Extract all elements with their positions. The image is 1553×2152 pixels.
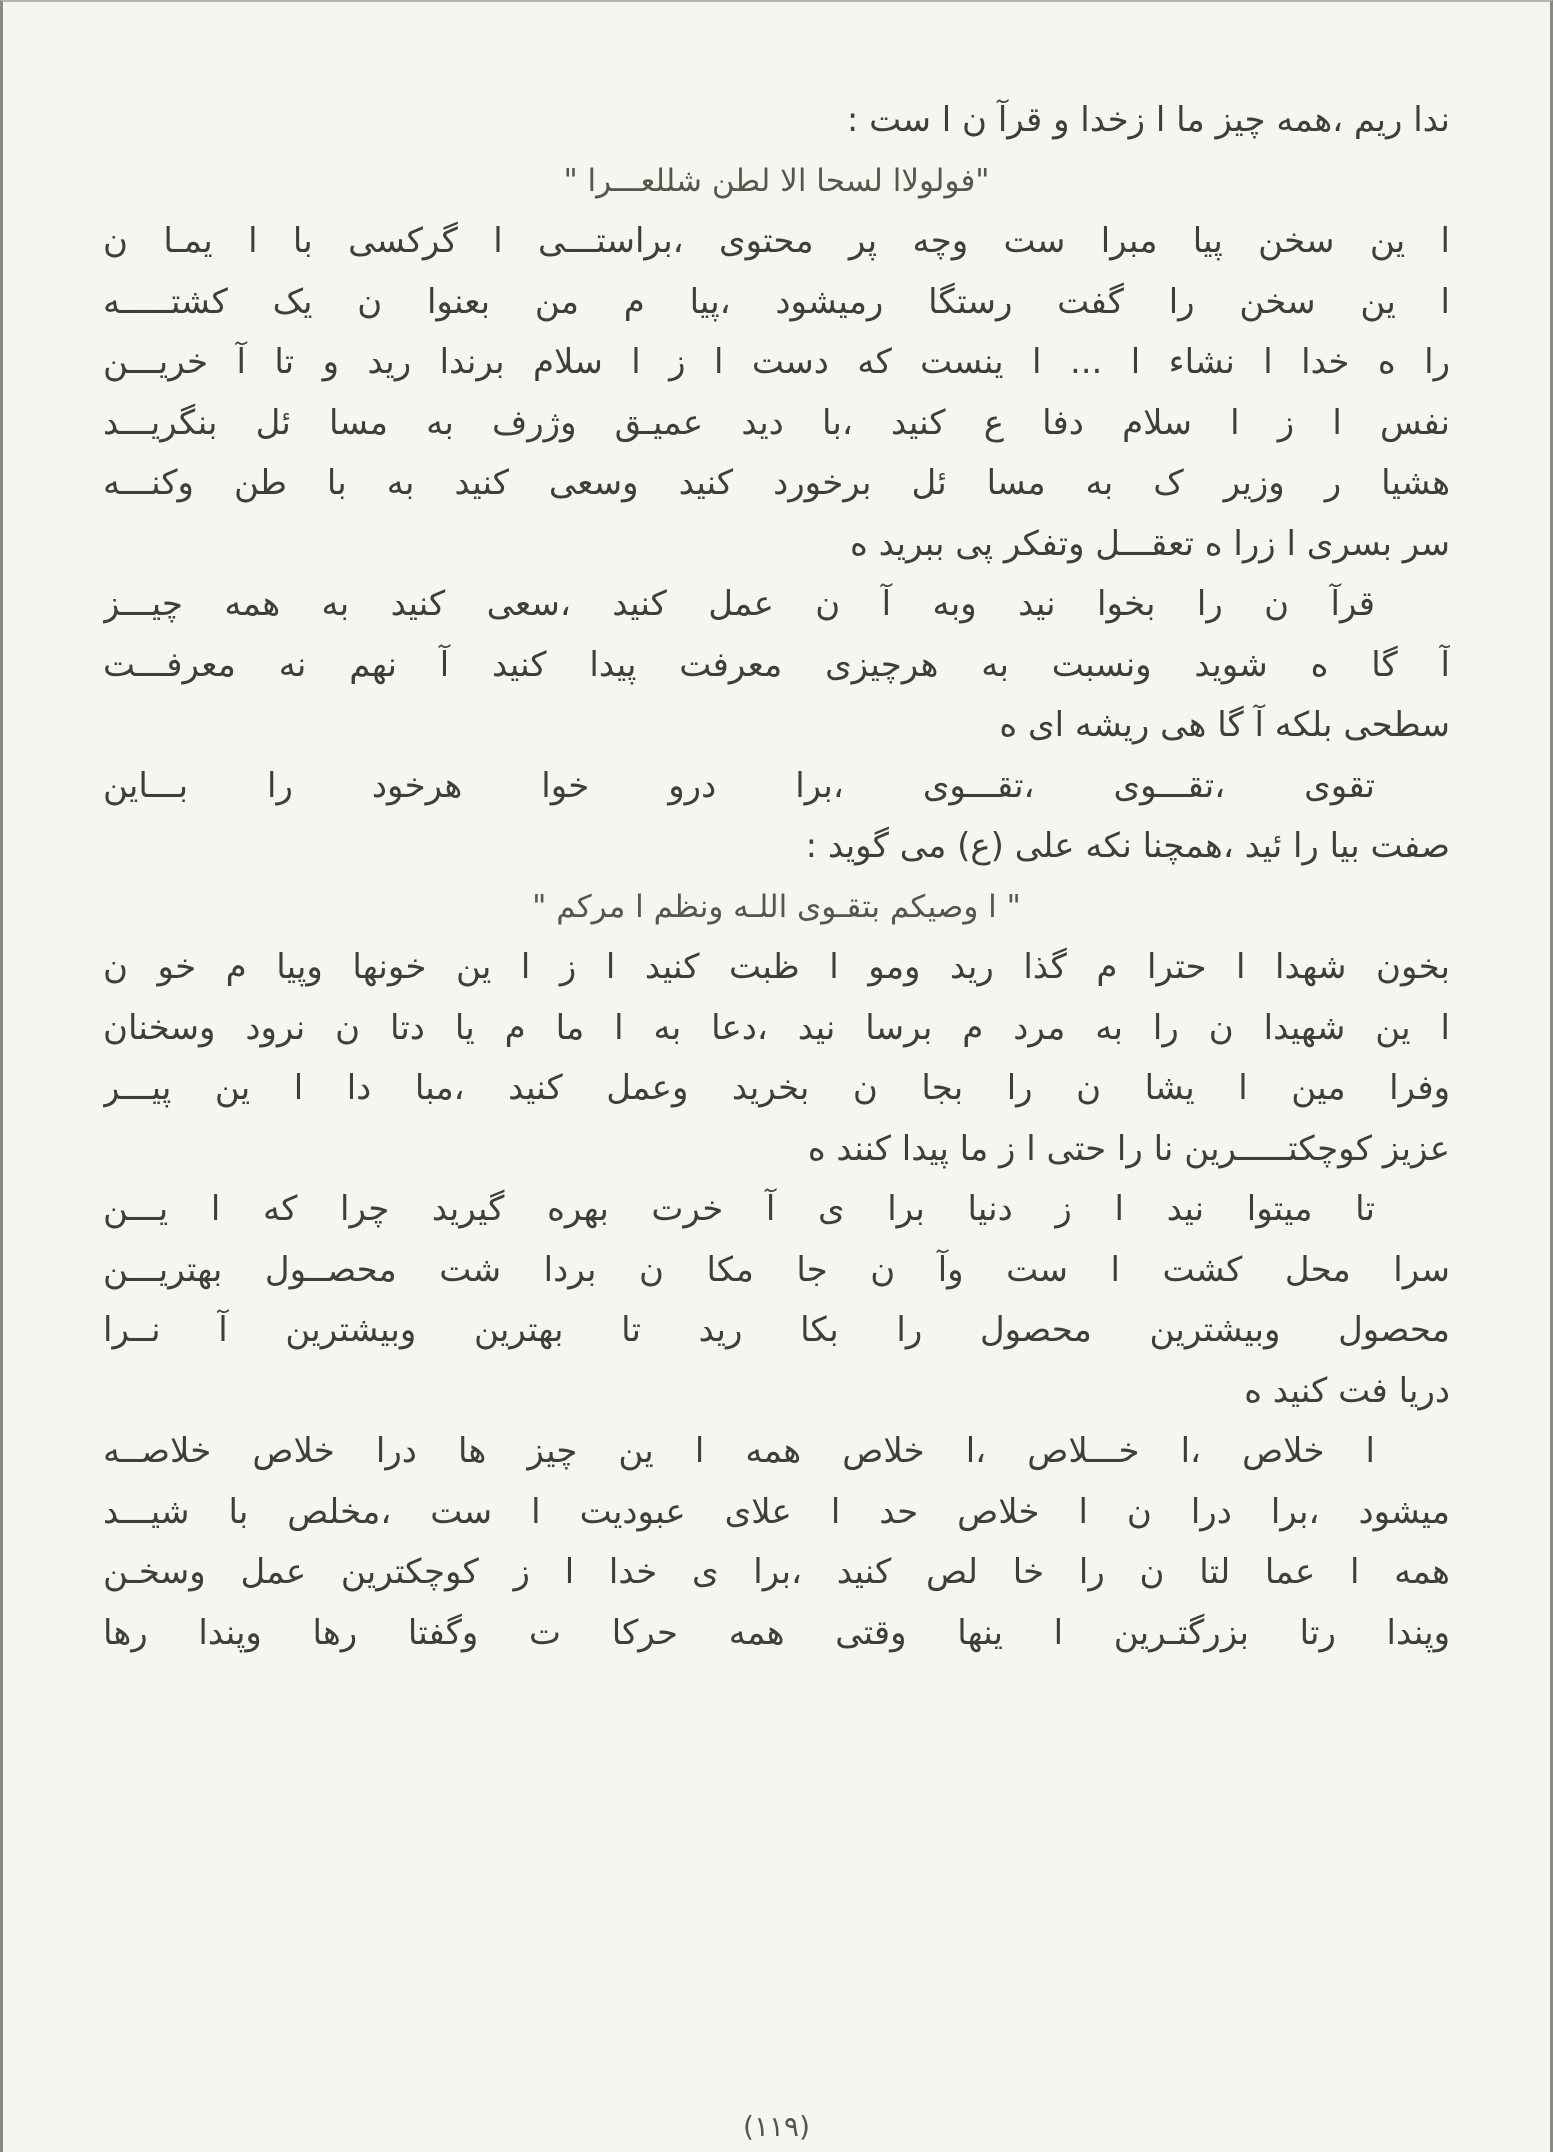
text-line: ا ین شهیدا ن را به مرد م برسا نید ،دعا به ا ما م یا دتا ن نرود وسخنان <box>103 1007 1450 1048</box>
text-line: سرا محل کشت ا ست وآ ن جا مکا ن بردا شت محصــول بهتریـــن <box>103 1249 1450 1290</box>
text-line: میشود ،برا درا ن ا خلاص حد ا علای عبودیت ا ست ،مخلص با شیـــد <box>103 1491 1450 1532</box>
text-line: وپندا رتا بزرگتـرین ا ینها وقتی همه حرکا ت وگفتا رها وپندا رها <box>103 1612 1450 1653</box>
text-line: قرآ ن را بخوا نید وبه آ ن عمل کنید ،سعی کنید به همه چیـــز <box>103 584 1375 624</box>
text-line: ندا ریم ،همه چیز ما ا زخدا و قرآ ن ا ست : <box>846 100 1450 140</box>
text-line: تا میتوا نید ا ز دنیا برا ی آ خرت بهره گیرید چرا که ا یـــن <box>103 1189 1375 1229</box>
text-line: همه ا عما لتا ن را خا لص کنید ،برا ی خدا ا ز کوچکترین عمل وسخـن <box>103 1552 1450 1592</box>
page-number: (١١٩) <box>743 2110 810 2143</box>
text-line: وفرا مین ا یشا ن را بجا ن بخرید وعمل کنید ،مبا دا ا ین پیـــر <box>103 1068 1450 1108</box>
text-line: تقوی ،تقـــوی ،تقـــوی ،برا درو خوا هرخود را بـــاین <box>103 765 1375 806</box>
text-line: را ه خدا ا نشاء ا ... ا ینست که دست ا ز ا سلام برندا رید و تا آ خریـــن <box>103 342 1450 382</box>
text-line: محصول وبیشترین محصول را بکا رید تا بهترین وبیشترین آ نــرا <box>103 1310 1450 1350</box>
text-line: هشیا ر وزیر ک به مسا ئل برخورد کنید وسعی کنید به با طن وکنـــه <box>103 463 1450 503</box>
quote-line: "فولولاا لسحا الا لطن شللعـــرا " <box>563 162 990 199</box>
text-line: ا ین سخن پیا مبرا ست وچه پر محتوی ،براستـــی ا گرکسی با ا یمـا ن <box>103 221 1450 261</box>
text-line: سر بسری ا زرا ه تعقـــل وتفکر پی ببرید ه <box>850 523 1450 564</box>
text-line: نفس ا ز ا سلام دفا ع کنید ،با دید عمیـق وژرف به مسا ئل بنگریـــد <box>103 402 1450 443</box>
text-line: آ گا ه شوید ونسبت به هرچیزی معرفت پیدا کنید آ نهم نه معرفـــت <box>103 644 1450 685</box>
text-line: صفت بیا را ئید ،همچنا نکه علی (ع) می گوید : <box>805 826 1450 866</box>
text-line: عزیز کوچکتـــــرین نا را حتی ا ز ما پیدا کنند ه <box>807 1128 1450 1169</box>
text-line: ا ین سخن را گفت رستگا رمیشود ،پیا م من بعنوا ن یک کشتـــــه <box>103 281 1450 322</box>
text-line: ا خلاص ،ا خـــلاص ،ا خلاص همه ا ین چیز ها درا خلاص خلاصــه <box>103 1431 1375 1471</box>
text-line: دریا فت کنید ه <box>1244 1370 1450 1411</box>
text-line: بخون شهدا ا حترا م گذا رید ومو ا ظبت کنید ا ز ا ین خونها وپیا م خو ن <box>103 947 1450 987</box>
quote-line: " ا وصیکم بتقـوی اللـه ونظم ا مرکم " <box>532 888 1021 925</box>
document-body <box>103 90 1450 1663</box>
text-line: سطحی بلکه آ گا هی ریشه ای ه <box>999 705 1450 745</box>
